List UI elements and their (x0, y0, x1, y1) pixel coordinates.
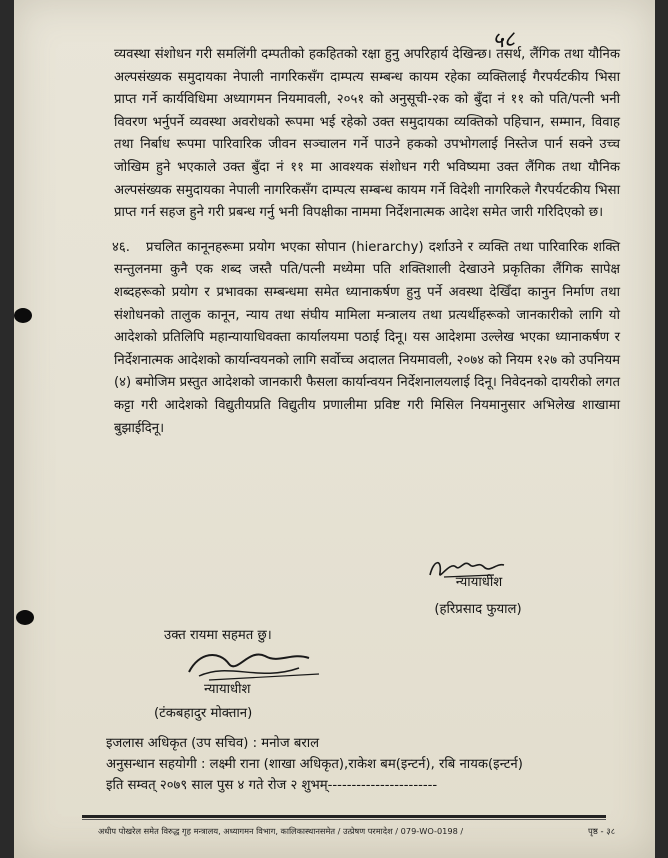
handwritten-page-number: ५८ (490, 26, 517, 55)
paragraph-number: ४६. (112, 239, 130, 255)
footer-page-number: पृष्ठ - ३८ (588, 827, 616, 837)
judge-title-text: न्यायाधीश (204, 682, 251, 697)
date-line: इति सम्वत् २०७९ साल पुस ४ गते रोज २ शुभम्----------------------- (106, 778, 438, 793)
paragraph-text: प्रचलित कानूनहरूमा प्रयोग भएका सोपान (hierarchy) दर्शाउने र व्यक्ति तथा पारिवारिक शक्ति सन्तुलनमा कुनै एक शब्द जस्तै पति/पत्नी मध्येमा पति शक्तिशाली देखाउने प्रकृतिका लैंगिक सापेक्ष शब्दहरूको प्रयोग र प्रभावका सम्बन्धमा समेत ध्यानाकर्षण हुनु पर्ने अवस्था देखिँदा कानुन निर्माण तथा संशोधनको तालुक कानून, न्याय तथा संघीय मामिला मन्त्रालय तथा प्रत्यर्थीहरूको जानकारीको लागि यो आदेशको प्रतिलिपि महान्यायाधिवक्ता कार्यालयमा पठाई दिनू। यस आदेशमा उल्लेख भएका ध्यानाकर्षण र निर्देशनात्मक आदेशको कार्यान्वयनको लागि सर्वोच्च अदालत नियमावली, २०७४ को नियम १२७ को उपनियम (४) बमोजिम प्रस्तुत आदेशको जानकारी फैसला कार्यान्वयन निर्देशनालयलाई दिनू। निवेदनको दायरीको लगत कट्टा गरी आदेशको विद्युतीयप्रति विद्युतीय प्रणालीमा प्रविष्ट गरी मिसिल नियमानुसार अभिलेख शाखामा बुझाईदिनू। (114, 239, 620, 436)
judge-title (204, 680, 251, 699)
judge-name (154, 704, 252, 723)
footer-divider (82, 815, 606, 818)
document-page (14, 0, 655, 858)
judge-name-text: (हरिप्रसाद फुयाल) (434, 602, 522, 617)
bench-details (106, 733, 626, 796)
judge-name-text: (टंकबहादुर मोक्तान) (154, 706, 253, 721)
research-assistant-line: अनुसन्धान सहयोगी : लक्ष्मी राना (शाखा अधिकृत),राकेश बम(इन्टर्न), रबि नायक(इन्टर्न) (106, 757, 523, 772)
court-officer-line: इजलास अधिकृत (उप सचिव) : मनोज बराल (106, 736, 320, 751)
paragraph-continuation: व्यवस्था संशोधन गरी समलिंगी दम्पतीको हकहितको रक्षा हुनु अपरिहार्य देखिन्छ। तसर्थ, लैंगिक तथा यौनिक अल्पसंख्यक समुदायका नेपाली नागरिकसँग दाम्पत्य सम्बन्ध कायम रहेका व्यक्तिलाई गैरपर्यटकीय भिसा प्राप्त गर्ने कार्यविधिमा अध्यागमन नियमावली, २०५१ को अनुसूची-२क को बुँदा नं ११ को पति/पत्नी भनी विवरण भर्नुपर्ने व्यवस्था अवरोधको रूपमा भई रहेको उक्त समुदायका व्यक्तिको पहिचान, सम्मान, विवाह तथा निर्बाध रूपमा पारिवारिक जीवन सञ्चालन गर्ने पाउने हकको उपभोगलाई निस्तेज पार्न सक्ने उच्च जोखिम हुने भएकाले उक्त बुँदा नं ११ मा आवश्यक संशोधन गरी भविष्यमा उक्त लैंगिक तथा यौनिक अल्पसंख्यक समुदायका नेपाली नागरिकसँग दाम्पत्य सम्बन्ध कायम गर्ने विदेशी नागरिकले गैरपर्यटकीय भिसा प्राप्त गर्न सहज हुने गरी प्रबन्ध गर्नु भनी विपक्षीका नाममा निर्देशनात्मक आदेश समेत जारी गरिदिएको छ। (114, 47, 620, 221)
footer-case-reference: अधीप पोखरेल समेत विरुद्ध गृह मन्त्रालय, अध्यागमन विभाग, कालिकास्थानसमेत / उत्प्रेषण परमादेश / 079-WO-0198 / (98, 826, 464, 836)
judge-signature-block (409, 555, 529, 592)
punch-hole (14, 308, 32, 323)
concurrence-label: उक्त रायमा सहमत छु। (164, 628, 272, 643)
paragraph-46 (114, 237, 620, 440)
punch-hole (16, 610, 34, 625)
footer-divider-thin (82, 819, 606, 820)
signature-scribble-icon (179, 642, 329, 686)
document-body (114, 44, 620, 440)
judge-name (408, 600, 548, 619)
judge-title: न्यायाधीश (455, 575, 503, 590)
